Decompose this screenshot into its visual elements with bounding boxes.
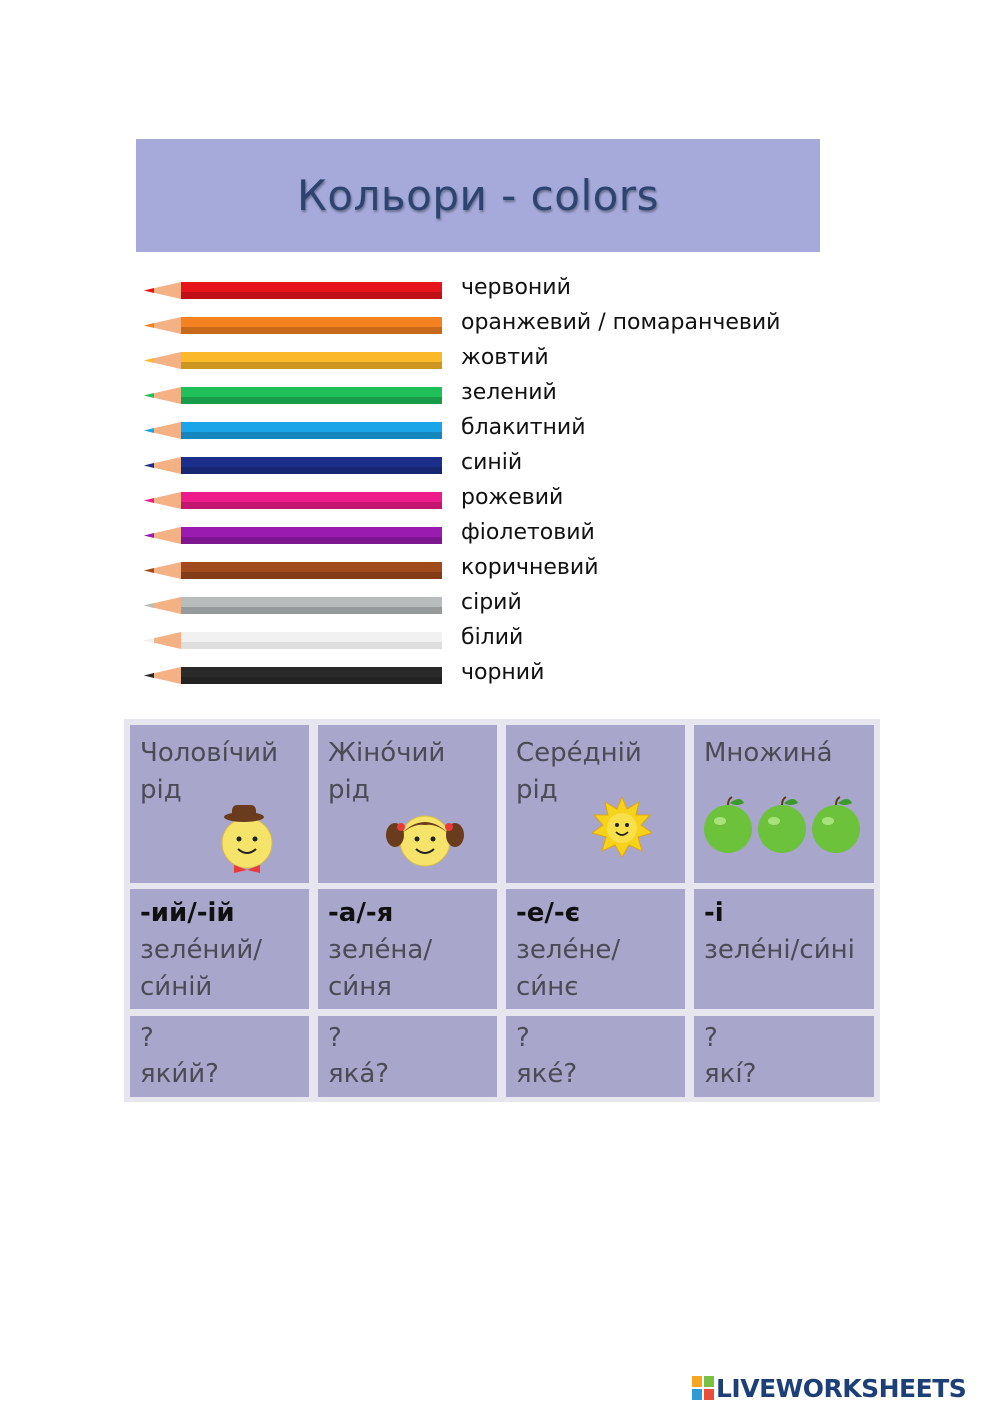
page-title: Кольори - colors [297,171,659,220]
color-label: зелений [461,380,557,405]
gender-name-line2: рід [328,775,370,805]
list-item [144,588,844,623]
example-line2: си́ній [140,972,213,1002]
pencil-icon [144,422,442,439]
pencil-color-list [144,273,844,693]
question: яки́й? [140,1059,219,1089]
color-label: коричневий [461,555,599,580]
color-label: синій [461,450,523,475]
question: яка́? [328,1059,390,1089]
color-label: чорний [461,660,545,685]
color-label: білий [461,625,524,650]
example-line2: си́нє [516,972,579,1002]
color-label: жовтий [461,345,549,370]
table-cell-ending [318,889,497,1009]
color-label: фіолетовий [461,520,595,545]
example: зеле́на/ [328,935,433,965]
question: які́? [704,1059,757,1089]
color-label: блакитний [461,415,586,440]
list-item [144,413,844,448]
color-label: червоний [461,275,571,300]
table-cell-ending [130,889,309,1009]
gender-endings-table [124,719,880,1102]
question-mark: ? [704,1023,718,1053]
example: зеле́ні/си́ні [704,935,855,965]
title-banner [136,139,820,252]
question: яке́? [516,1059,578,1089]
table-cell-feminine [318,725,497,883]
table-cell-ending [694,889,874,1009]
question-mark: ? [516,1023,530,1053]
color-label: сірий [461,590,522,615]
color-label: рожевий [461,485,564,510]
list-item [144,343,844,378]
gender-name: Множина́ [704,738,833,768]
table-cell-ending [506,889,685,1009]
list-item [144,448,844,483]
question-mark: ? [140,1023,154,1053]
list-item [144,273,844,308]
girl-face-icon [382,805,468,869]
list-item [144,308,844,343]
table-cell-question [506,1016,685,1097]
boy-face-icon [214,803,280,873]
example: зеле́ний/ [140,935,262,965]
list-item [144,378,844,413]
table-cell-plural [694,725,874,883]
list-item [144,518,844,553]
color-label: оранжевий / помаранчевий [461,310,781,335]
pencil-icon [144,282,442,299]
list-item [144,658,844,693]
example: зеле́не/ [516,935,621,965]
ending: -ий/-ій [140,898,235,928]
gender-name-line2: рід [516,775,558,805]
gender-name: Жіно́чий [328,738,446,768]
question-mark: ? [328,1023,342,1053]
liveworksheets-logo[interactable] [692,1374,966,1402]
sun-icon [592,797,652,857]
pencil-icon [144,387,442,404]
pencil-icon [144,562,442,579]
gender-name-line2: рід [140,775,182,805]
pencil-icon [144,597,442,614]
list-item [144,483,844,518]
example-line2: си́ня [328,972,392,1002]
pencil-icon [144,317,442,334]
ending: -е/-є [516,898,581,928]
pencil-icon [144,527,442,544]
list-item [144,553,844,588]
pencil-icon [144,632,442,649]
pencil-icon [144,457,442,474]
gender-name: Сере́дній [516,738,642,768]
table-cell-question [318,1016,497,1097]
gender-name: Чолові́чий [140,738,278,768]
table-cell-neuter [506,725,685,883]
liveworksheets-brand: LIVEWORKSHEETS [716,1373,967,1403]
ending: -і [704,898,724,928]
table-cell-masculine [130,725,309,883]
pencil-icon [144,667,442,684]
list-item [144,623,844,658]
pencil-icon [144,492,442,509]
table-cell-question [130,1016,309,1097]
pencil-icon [144,352,442,369]
ending: -а/-я [328,898,394,928]
green-apples-icon [702,795,862,855]
table-cell-question [694,1016,874,1097]
liveworksheets-logo-icon [692,1376,714,1400]
